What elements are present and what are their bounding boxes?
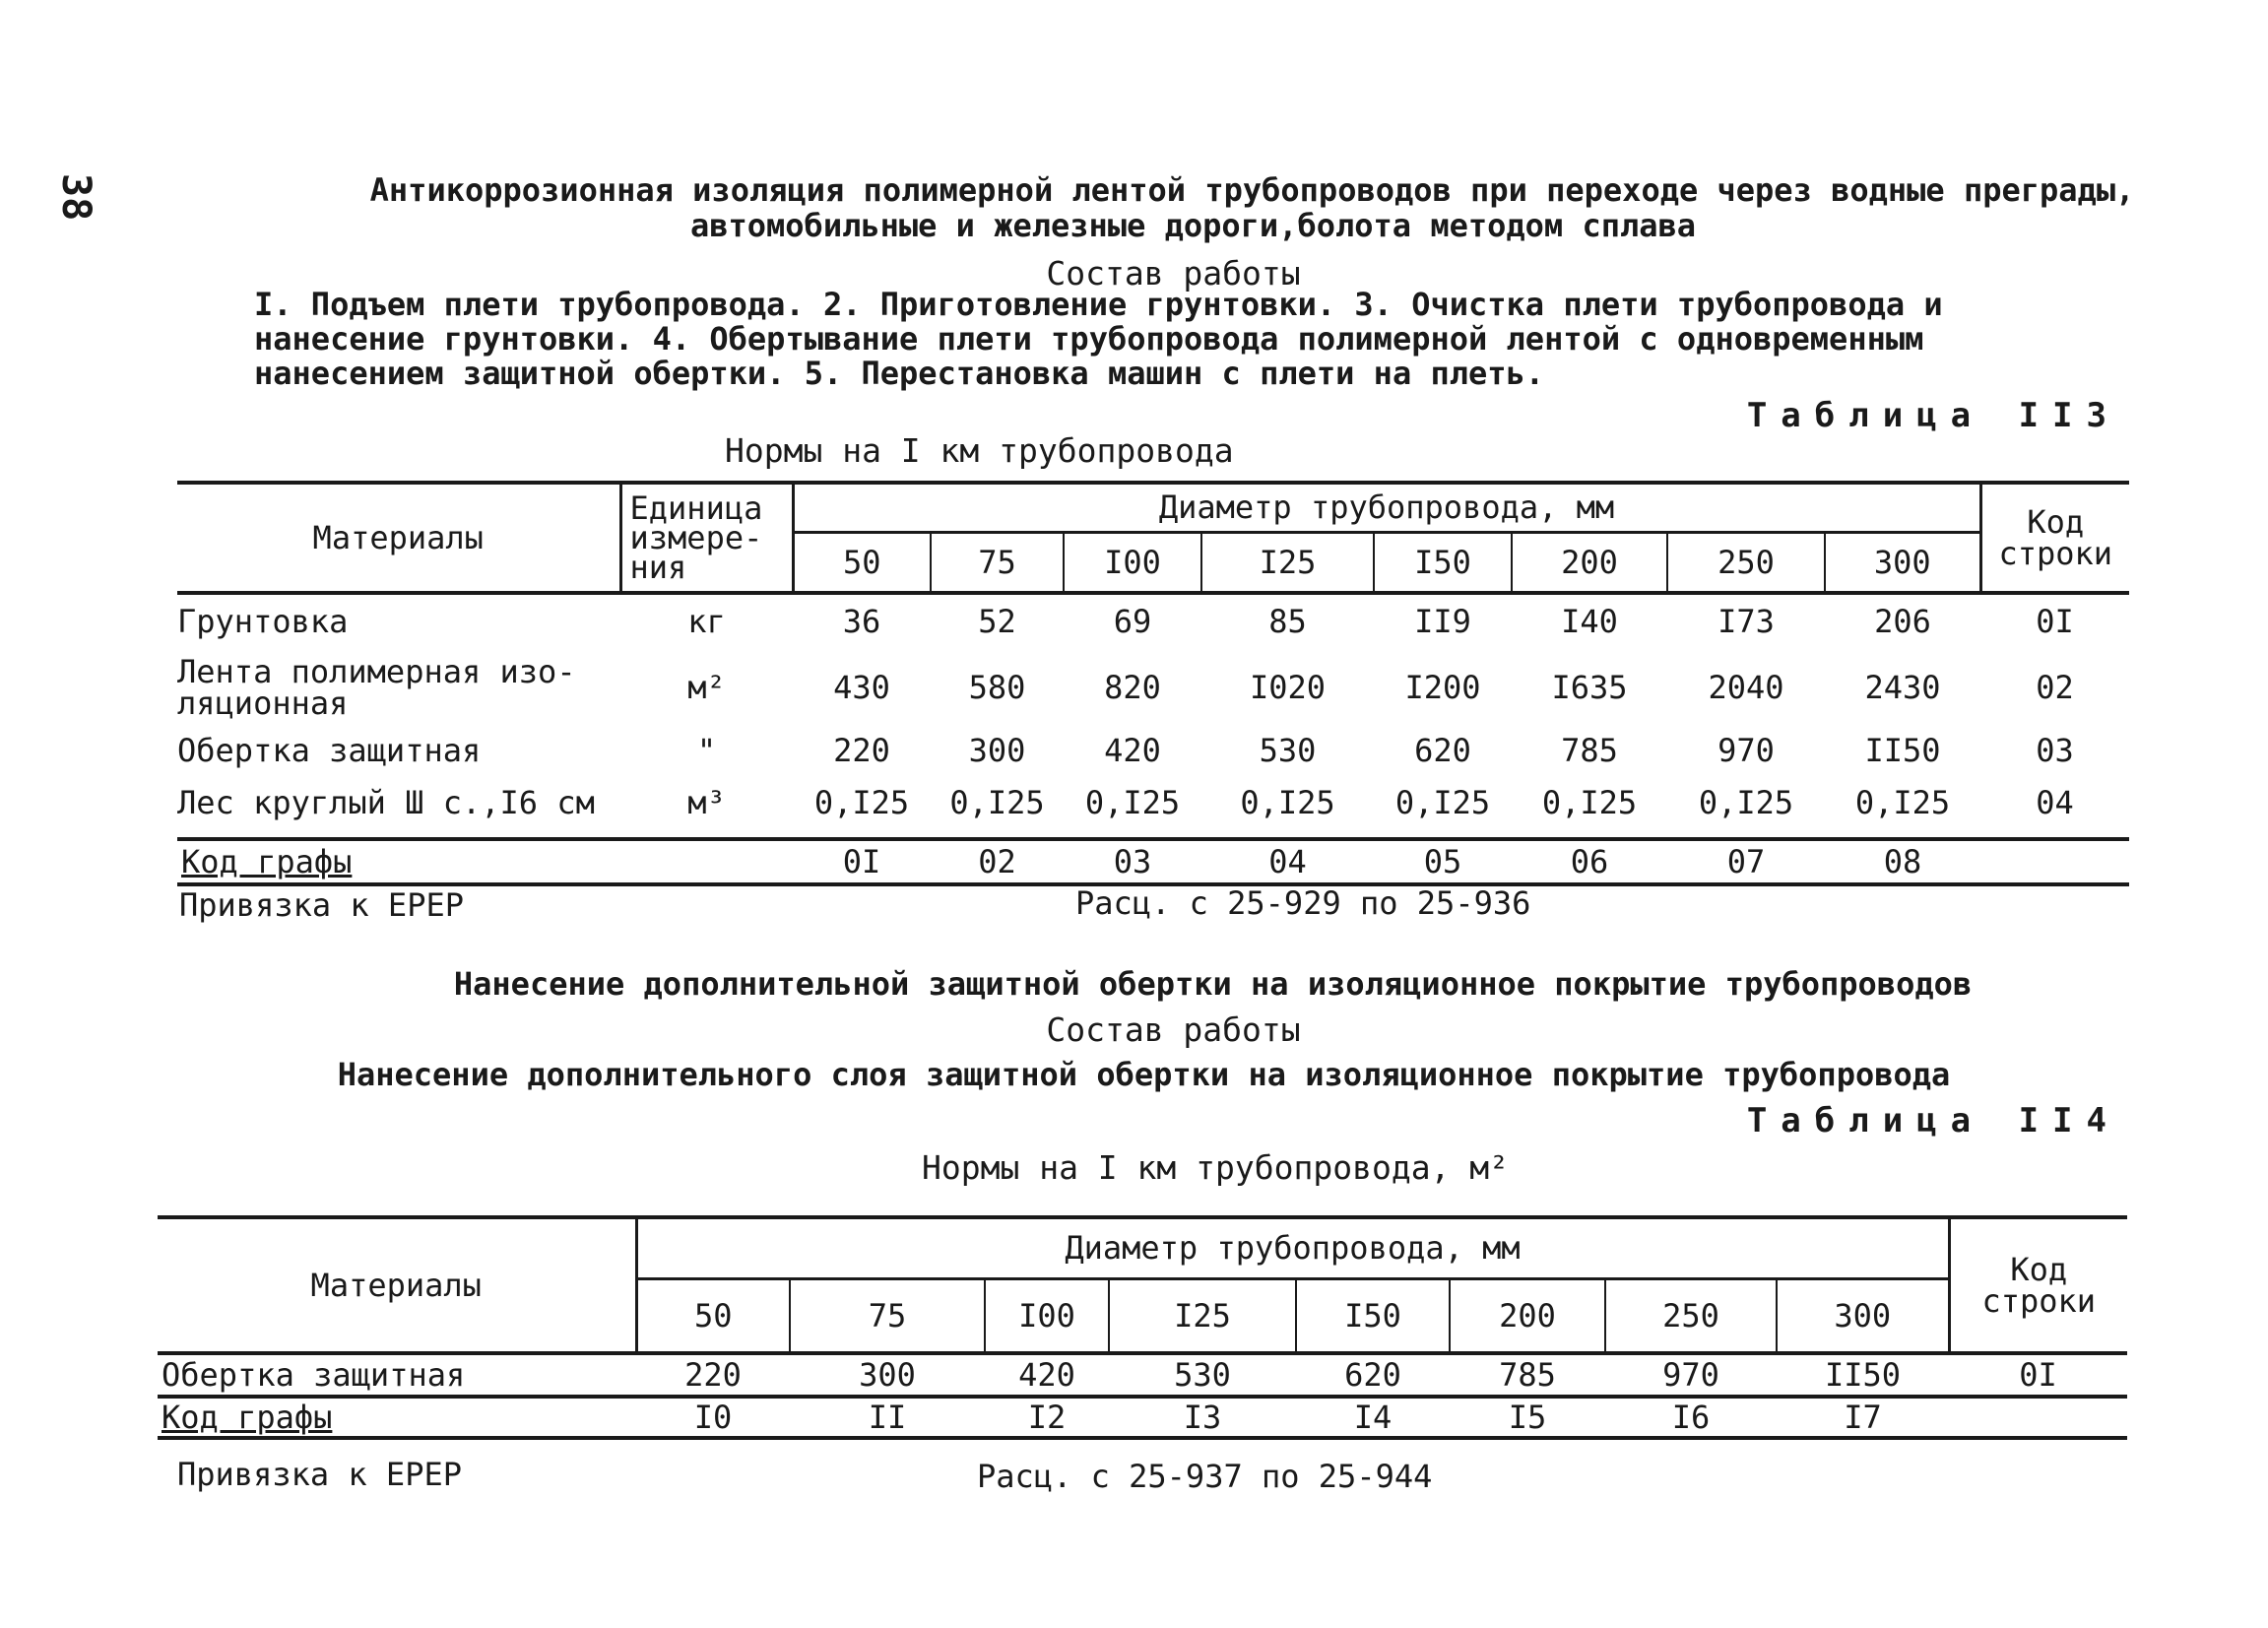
- value-cell: 300: [968, 732, 1026, 769]
- graph-code-cell: 06: [1512, 839, 1667, 884]
- table-row: [177, 727, 2129, 774]
- graph-code-cell: 02: [931, 839, 1064, 884]
- value-cell: 785: [1499, 1356, 1556, 1394]
- diameter-75: 75: [931, 532, 1064, 593]
- page-number: 38: [53, 173, 98, 222]
- value-cell: I020: [1249, 669, 1327, 706]
- value-cell: II9: [1414, 603, 1471, 640]
- table-113: [177, 481, 2129, 886]
- diameter-125: I25: [1109, 1278, 1296, 1353]
- col-code-header: Код строки: [1980, 483, 2129, 593]
- table-row: [177, 648, 2129, 727]
- binding-label-113: Привязка к ЕРЕР: [179, 886, 464, 924]
- binding-value-114: Расц. с 25-937 по 25-944: [977, 1458, 1433, 1495]
- material-name: Лента полимерная изо-ляционная: [177, 653, 576, 722]
- value-cell: 530: [1174, 1356, 1231, 1394]
- section2-composition-heading: Состав работы: [1046, 1010, 1301, 1049]
- value-cell: 0,I25: [1541, 784, 1638, 821]
- graph-code-cell: I4: [1296, 1397, 1450, 1438]
- value-cell: 785: [1561, 732, 1618, 769]
- graph-code-cell: II: [790, 1397, 985, 1438]
- graph-code-cell: I6: [1605, 1397, 1777, 1438]
- value-cell: II50: [1824, 1356, 1902, 1394]
- value-cell: II50: [1864, 732, 1941, 769]
- col-materials-header: Материалы: [158, 1217, 636, 1353]
- value-cell: 220: [833, 732, 890, 769]
- material-name: Обертка защитная: [177, 732, 482, 769]
- section1-title-line1: Антикоррозионная изоляция полимерной лентой трубопроводов при переходе через водные преграды,: [369, 171, 2135, 209]
- table-114-caption: Нормы на I км трубопровода, м²: [922, 1148, 1510, 1187]
- unit-cell: м²: [687, 669, 726, 706]
- graph-code-cell: I5: [1450, 1397, 1605, 1438]
- unit-cell: м³: [687, 784, 726, 821]
- unit-cell: ": [696, 732, 717, 769]
- col-diameter-header: Диаметр трубопровода, мм: [793, 483, 1980, 532]
- value-cell: 0,I25: [813, 784, 910, 821]
- table-113-label: Таблица II3: [1746, 396, 2120, 435]
- graph-code-label: Код графы: [158, 1397, 636, 1438]
- binding-label-114: Привязка к ЕРЕР: [177, 1456, 462, 1493]
- graph-code-cell: I7: [1777, 1397, 1949, 1438]
- row-code-cell: 03: [2036, 732, 2074, 769]
- value-cell: 0,I25: [1240, 784, 1335, 821]
- table-row: [177, 593, 2129, 648]
- graph-code-row: [177, 839, 2129, 884]
- section1-composition-heading: Состав работы: [1046, 254, 1301, 293]
- material-name: Лес круглый Ш с.,I6 см: [177, 784, 595, 821]
- material-name: Грунтовка: [177, 603, 349, 640]
- value-cell: 420: [1018, 1356, 1075, 1394]
- diameter-250: 250: [1667, 532, 1825, 593]
- diameter-75: 75: [790, 1278, 985, 1353]
- diameter-150: I50: [1374, 532, 1512, 593]
- value-cell: I635: [1551, 669, 1628, 706]
- graph-code-cell: 08: [1825, 839, 1980, 884]
- table-114: [158, 1215, 2127, 1440]
- graph-code-cell: 04: [1201, 839, 1374, 884]
- diameter-200: 200: [1512, 532, 1667, 593]
- value-cell: 85: [1268, 603, 1307, 640]
- value-cell: 52: [978, 603, 1016, 640]
- section2-composition-text: Нанесение дополнительного слоя защитной обертки на изоляционное покрытие трубопровода: [337, 1056, 1951, 1093]
- graph-code-cell: 0I: [793, 839, 931, 884]
- value-cell: 970: [1717, 732, 1775, 769]
- diameter-125: I25: [1201, 532, 1374, 593]
- graph-code-cell: I3: [1109, 1397, 1296, 1438]
- material-name: Обертка защитная: [162, 1356, 466, 1394]
- value-cell: 2430: [1864, 669, 1941, 706]
- value-cell: 0,I25: [1084, 784, 1181, 821]
- value-cell: 36: [842, 603, 881, 640]
- value-cell: 206: [1874, 603, 1931, 640]
- value-cell: 69: [1113, 603, 1152, 640]
- value-cell: 620: [1344, 1356, 1401, 1394]
- diameter-50: 50: [842, 543, 881, 581]
- diameter-200: 200: [1450, 1278, 1605, 1353]
- value-cell: 580: [968, 669, 1026, 706]
- section2-title: Нанесение дополнительной защитной обертки на изоляционное покрытие трубопроводов: [453, 965, 1973, 1003]
- col-materials-header: Материалы: [177, 483, 620, 593]
- graph-code-cell: 05: [1374, 839, 1512, 884]
- row-code-cell: 0I: [2019, 1356, 2057, 1394]
- col-diameter-header: Диаметр трубопровода, мм: [636, 1217, 1949, 1278]
- diameter-100: I00: [985, 1278, 1109, 1353]
- value-cell: 820: [1104, 669, 1161, 706]
- value-cell: 300: [859, 1356, 916, 1394]
- col-code-header: Код строки: [1949, 1217, 2127, 1353]
- graph-code-cell: I0: [636, 1397, 790, 1438]
- table-114-label: Таблица II4: [1746, 1101, 2120, 1140]
- unit-cell: кг: [687, 603, 726, 640]
- value-cell: 0,I25: [1854, 784, 1951, 821]
- row-code-cell: 04: [2036, 784, 2074, 821]
- value-cell: 970: [1662, 1356, 1719, 1394]
- diameter-150: I50: [1296, 1278, 1450, 1353]
- diameter-100: I00: [1064, 532, 1201, 593]
- section1-title-line2: автомобильные и железные дороги,болота методом сплава: [689, 207, 1697, 244]
- table-113-caption: Нормы на I км трубопровода: [725, 431, 1234, 470]
- value-cell: 0,I25: [1698, 784, 1794, 821]
- row-code-cell: 02: [2036, 669, 2074, 706]
- graph-code-cell: 07: [1667, 839, 1825, 884]
- value-cell: 430: [833, 669, 890, 706]
- table-row: [158, 1353, 2127, 1397]
- graph-code-row: [158, 1397, 2127, 1438]
- value-cell: 0,I25: [949, 784, 1045, 821]
- value-cell: 620: [1414, 732, 1471, 769]
- binding-value-113: Расц. с 25-929 по 25-936: [1075, 884, 1531, 922]
- value-cell: I40: [1561, 603, 1618, 640]
- diameter-250: 250: [1605, 1278, 1777, 1353]
- section1-composition-text: I. Подъем плети трубопровода. 2. Приготовление грунтовки. 3. Очистка плети трубопровода и нанесение грунтовки. 4. Обертывание плети трубопровода полимерной лентой с одновременным нанесением защитной обертки. 5. Перестановка машин с плети на плеть.: [254, 286, 1943, 392]
- col-unit-header: Единица измере-ния: [620, 483, 793, 593]
- value-cell: 420: [1104, 732, 1161, 769]
- table-row: [177, 774, 2129, 831]
- value-cell: 2040: [1708, 669, 1784, 706]
- value-cell: I200: [1404, 669, 1481, 706]
- graph-code-cell: 03: [1064, 839, 1201, 884]
- graph-code-label: Код графы: [177, 839, 620, 884]
- value-cell: 530: [1259, 732, 1317, 769]
- value-cell: I73: [1717, 603, 1775, 640]
- diameter-300: 300: [1825, 532, 1980, 593]
- diameter-50: 50: [693, 1296, 733, 1335]
- value-cell: 220: [684, 1356, 742, 1394]
- value-cell: 0,I25: [1394, 784, 1491, 821]
- graph-code-cell: I2: [985, 1397, 1109, 1438]
- diameter-300: 300: [1777, 1278, 1949, 1353]
- row-code-cell: 0I: [2036, 603, 2074, 640]
